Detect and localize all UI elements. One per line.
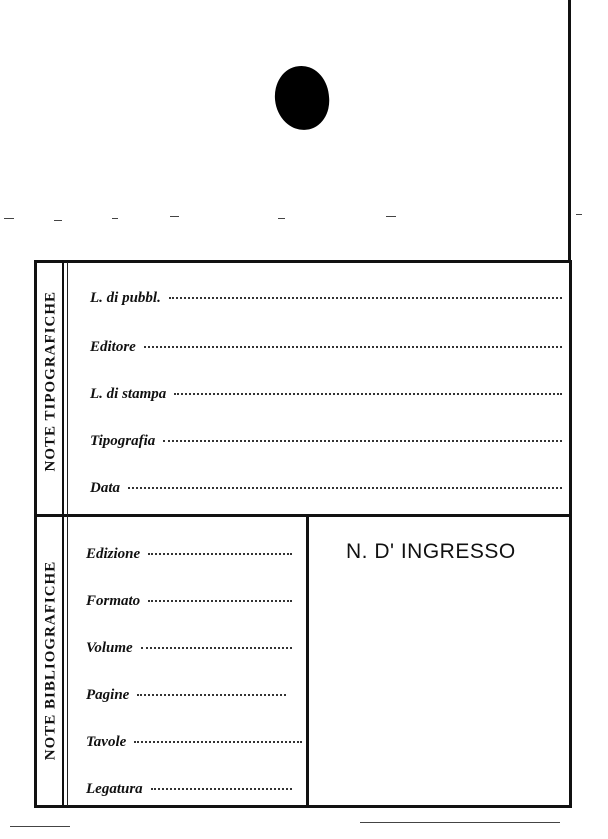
scan-mark <box>112 218 118 219</box>
scan-mark <box>54 220 62 221</box>
fill-line <box>128 486 562 489</box>
note-tipografiche-label: NOTE TIPOGRAFICHE <box>42 291 59 472</box>
scan-mark <box>10 826 70 827</box>
field-tipografia[interactable] <box>90 433 562 450</box>
card-right-edge <box>568 0 571 262</box>
field-luogo-pubblicazione[interactable] <box>90 290 562 307</box>
ingresso-divider <box>306 517 309 806</box>
scan-mark <box>576 214 582 215</box>
label-column-divider <box>62 262 64 806</box>
note-bibliografiche-label: NOTE BIBLIOGRAFICHE <box>42 560 59 761</box>
field-label: Editore <box>90 339 136 355</box>
field-data[interactable] <box>90 480 562 497</box>
label-column-divider-inner <box>67 262 68 806</box>
scan-mark <box>278 218 285 219</box>
numero-ingresso-label: N. D' INGRESSO <box>346 540 516 563</box>
punch-hole <box>272 63 332 132</box>
field-label: Formato <box>86 593 141 609</box>
scan-mark <box>386 216 396 217</box>
field-label: Legatura <box>86 781 143 797</box>
scan-mark <box>170 216 179 217</box>
field-tavole[interactable] <box>86 734 302 751</box>
scan-mark <box>360 822 560 823</box>
fill-line <box>148 552 292 555</box>
field-label: Tipografia <box>90 433 156 449</box>
fill-line <box>151 787 292 790</box>
field-label: L. di pubbl. <box>90 290 161 306</box>
fill-line <box>174 392 562 395</box>
fill-line <box>163 439 562 442</box>
fill-line <box>169 296 562 299</box>
field-label: Data <box>90 480 120 496</box>
fill-line <box>134 740 302 743</box>
field-edizione[interactable] <box>86 546 292 563</box>
field-luogo-stampa[interactable] <box>90 386 562 403</box>
field-label: Edizione <box>86 546 141 562</box>
fill-line <box>144 345 562 348</box>
fill-line <box>141 646 292 649</box>
field-label: Volume <box>86 640 133 656</box>
field-label: L. di stampa <box>90 386 167 402</box>
field-label: Tavole <box>86 734 127 750</box>
field-pagine[interactable] <box>86 687 286 704</box>
field-formato[interactable] <box>86 593 292 610</box>
section-divider <box>34 514 572 517</box>
field-legatura[interactable] <box>86 781 292 798</box>
scan-mark <box>4 218 14 219</box>
field-label: Pagine <box>86 687 130 703</box>
fill-line <box>148 599 292 602</box>
fill-line <box>137 693 286 696</box>
field-volume[interactable] <box>86 640 292 657</box>
field-editore[interactable] <box>90 339 562 356</box>
